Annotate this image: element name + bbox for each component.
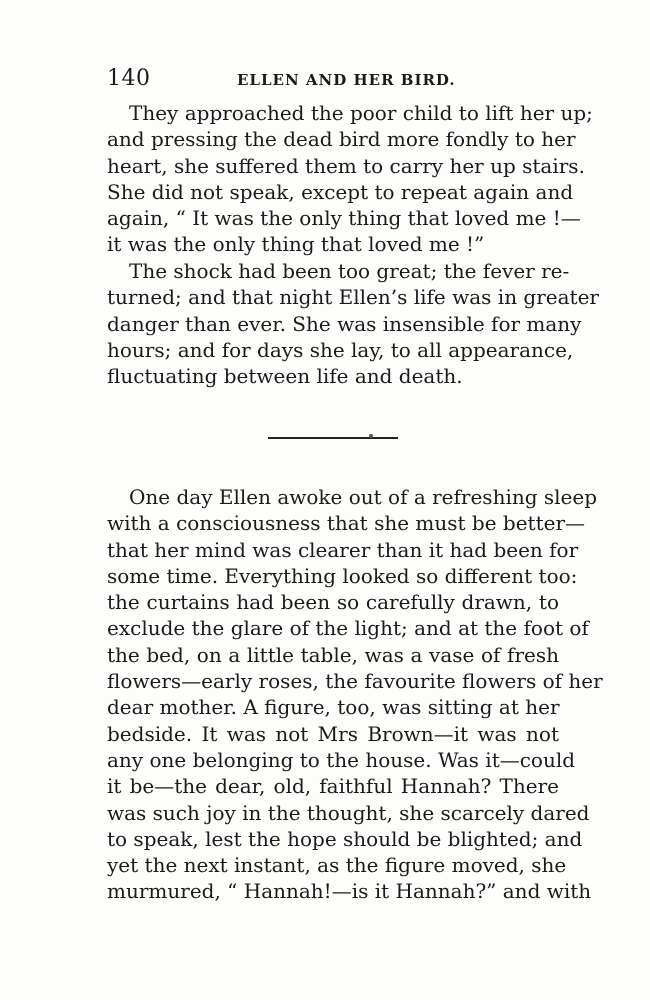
text-line: hours; and for days she lay, to all appearance, <box>107 337 574 362</box>
text-line: She did not speak, except to repeat again and <box>107 179 574 204</box>
text-line: danger than ever. She was insensible for many <box>107 311 582 336</box>
section-divider-ornament <box>369 434 373 438</box>
section-divider-rule <box>268 437 398 439</box>
text-line: the curtains had been so carefully drawn, to <box>107 590 559 615</box>
text-line: yet the next instant, as the figure moved, she <box>107 853 567 878</box>
text-line: exclude the glare of the light; and at the foot of <box>107 616 589 641</box>
text-line: and pressing the dead bird more fondly to her <box>107 127 576 152</box>
text-line: heart, she suffered them to carry her up stairs. <box>107 153 585 178</box>
text-line: They approached the poor child to lift her up; <box>129 101 593 125</box>
text-line: with a consciousness that she must be better— <box>107 511 586 536</box>
text-line: bedside. It was not Mrs Brown—it was not <box>107 721 559 746</box>
text-line: some time. Everything looked so different too: <box>107 563 578 588</box>
paragraph-1 <box>107 100 593 258</box>
text-line: the bed, on a little table, was a vase of fresh <box>107 642 559 667</box>
text-line: turned; and that night Ellen’s life was in greater <box>107 285 599 310</box>
text-line: that her mind was clearer than it had been for <box>107 537 579 562</box>
text-line: flowers—early roses, the favourite flowers of her <box>107 669 603 694</box>
text-line: murmured, “ Hannah!—is it Hannah?” and with <box>107 879 592 904</box>
text-line: The shock had been too great; the fever re- <box>129 259 570 283</box>
text-line: dear mother. A figure, too, was sitting at her <box>107 695 560 720</box>
text-line: One day Ellen awoke out of a refreshing sleep <box>129 485 598 509</box>
text-line: was such joy in the thought, she scarcely dared <box>107 800 590 825</box>
text-line: it be—the dear, old, faithful Hannah? There <box>107 774 559 799</box>
text-line: fluctuating between life and death. <box>107 364 463 389</box>
page-number: 140 <box>107 66 151 91</box>
text-line: any one belonging to the house. Was it—could <box>107 747 576 772</box>
paragraph-2 <box>107 258 599 389</box>
paragraph-3 <box>107 484 603 905</box>
page-header <box>107 66 559 96</box>
text-line: to speak, lest the hope should be blighted; and <box>107 826 583 851</box>
text-line: again, “ It was the only thing that loved me !— <box>107 206 581 231</box>
running-head: ELLEN AND HER BIRD. <box>237 71 456 89</box>
text-line: it was the only thing that loved me !” <box>107 232 485 257</box>
